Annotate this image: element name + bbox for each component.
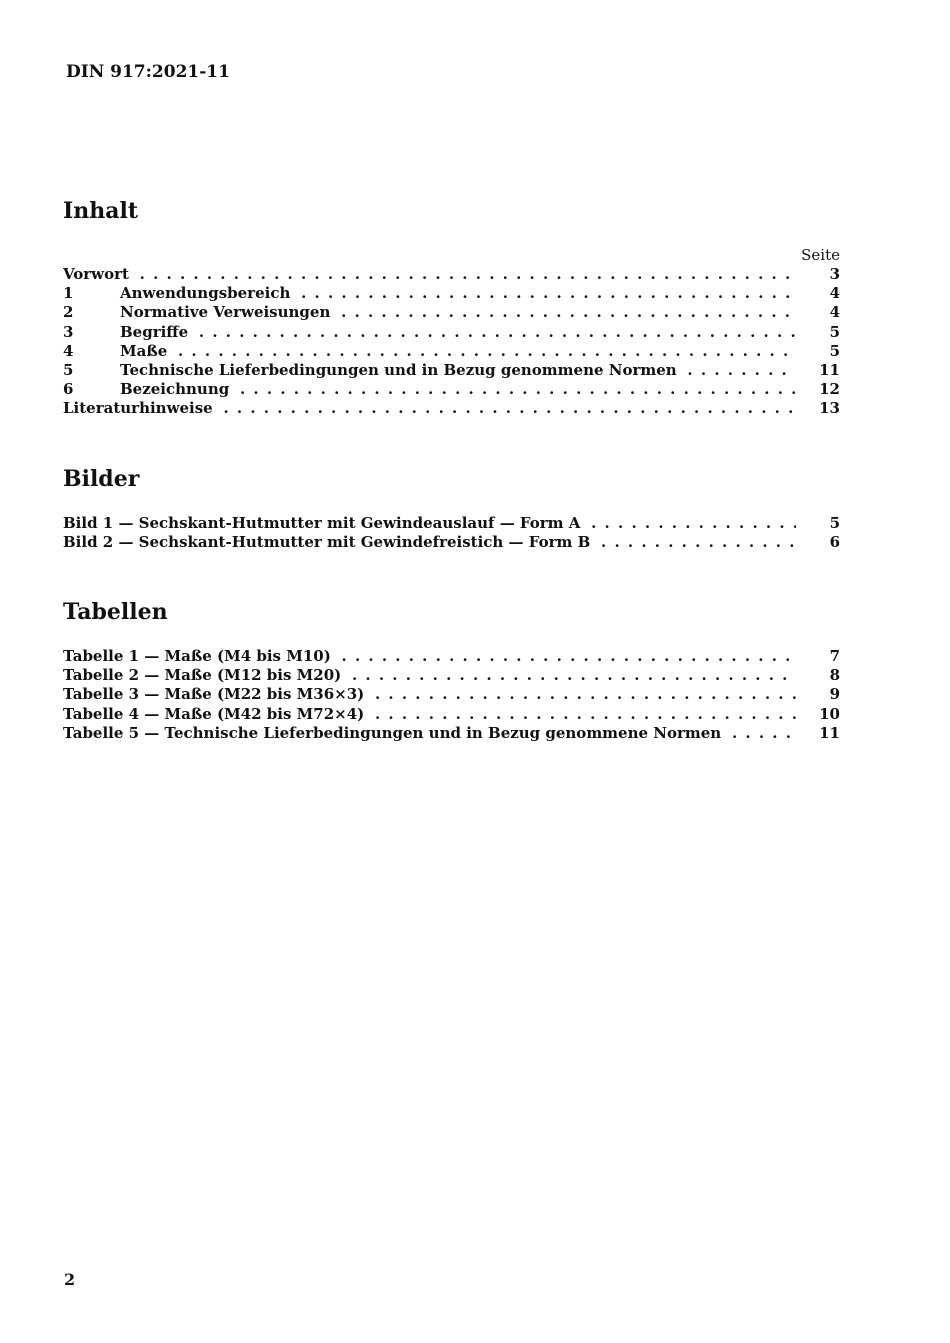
page-column-label: Seite [801, 246, 840, 264]
toc-entry-title: Bezeichnung [120, 380, 233, 398]
toc-entry[interactable] [63, 342, 840, 361]
page-number: 2 [64, 1270, 76, 1289]
table-entry-page: 9 [829, 685, 840, 704]
toc-entry[interactable] [63, 380, 840, 399]
toc-entry[interactable] [63, 361, 840, 380]
toc-entry-page: 5 [829, 341, 840, 360]
table-entry-title: Tabelle 3 — Maße (M22 bis M36×3) [63, 685, 368, 703]
toc-entry-title: Vorwort [63, 265, 133, 283]
table-entry[interactable] [63, 666, 840, 685]
document-id: DIN 917:2021-11 [66, 62, 230, 82]
toc-entry-page: 5 [829, 322, 840, 341]
toc-entry-page: 11 [819, 360, 840, 379]
toc-entry-number: 5 [63, 360, 74, 379]
toc-entry-page: 4 [829, 284, 840, 303]
table-entry-page: 7 [829, 647, 840, 665]
toc-entry-number: 3 [63, 322, 74, 341]
toc-entry-title: Literaturhinweise [63, 399, 217, 417]
table-entry-title: Tabelle 2 — Maße (M12 bis M20) [63, 666, 345, 684]
toc-entry[interactable] [63, 323, 840, 342]
table-entry[interactable] [63, 724, 840, 743]
table-entry-title: Tabelle 4 — Maße (M42 bis M72×4) [63, 705, 368, 723]
figure-entry[interactable] [63, 533, 840, 552]
figure-entry[interactable] [63, 514, 840, 533]
table-entry-page: 10 [819, 704, 840, 723]
toc-entry-page: 4 [829, 303, 840, 322]
tables-list [63, 647, 840, 743]
toc-entry[interactable] [63, 399, 840, 418]
toc-entry-number: 4 [63, 341, 74, 360]
tables-heading: Tabellen [63, 599, 168, 625]
figure-entry-title: Bild 1 — Sechskant-Hutmutter mit Gewindeauslauf — Form A [63, 514, 584, 532]
table-entry-title: Tabelle 1 — Maße (M4 bis M10) [63, 647, 335, 665]
toc-entry-title: Begriffe [120, 323, 192, 341]
contents-heading: Inhalt [63, 198, 139, 224]
toc-entry-number: 6 [63, 380, 74, 399]
toc-entry[interactable] [63, 284, 840, 303]
toc-entry-title: Normative Verweisungen [120, 303, 334, 321]
contents-list [63, 265, 840, 419]
table-entry-page: 8 [829, 666, 840, 685]
figures-list [63, 514, 840, 552]
table-entry[interactable] [63, 647, 840, 666]
toc-entry-number: 2 [63, 303, 74, 322]
toc-entry-page: 3 [829, 265, 840, 283]
toc-entry[interactable] [63, 303, 840, 322]
toc-entry-page: 12 [819, 380, 840, 399]
toc-entry-title: Anwendungsbereich [120, 284, 294, 302]
figure-entry-title: Bild 2 — Sechskant-Hutmutter mit Gewindefreistich — Form B [63, 533, 594, 551]
table-entry-title: Tabelle 5 — Technische Lieferbedingungen und in Bezug genommene Normen [63, 724, 725, 742]
table-entry[interactable] [63, 705, 840, 724]
figures-heading: Bilder [63, 466, 140, 492]
toc-entry[interactable] [63, 265, 840, 284]
toc-entry-number: 1 [63, 284, 74, 303]
toc-entry-title: Maße [120, 342, 171, 360]
table-entry[interactable] [63, 685, 840, 704]
figure-entry-page: 6 [829, 533, 840, 552]
toc-entry-title: Technische Lieferbedingungen und in Bezug genommene Normen [120, 361, 681, 379]
toc-entry-page: 13 [819, 399, 840, 418]
table-entry-page: 11 [819, 723, 840, 742]
figure-entry-page: 5 [829, 514, 840, 532]
